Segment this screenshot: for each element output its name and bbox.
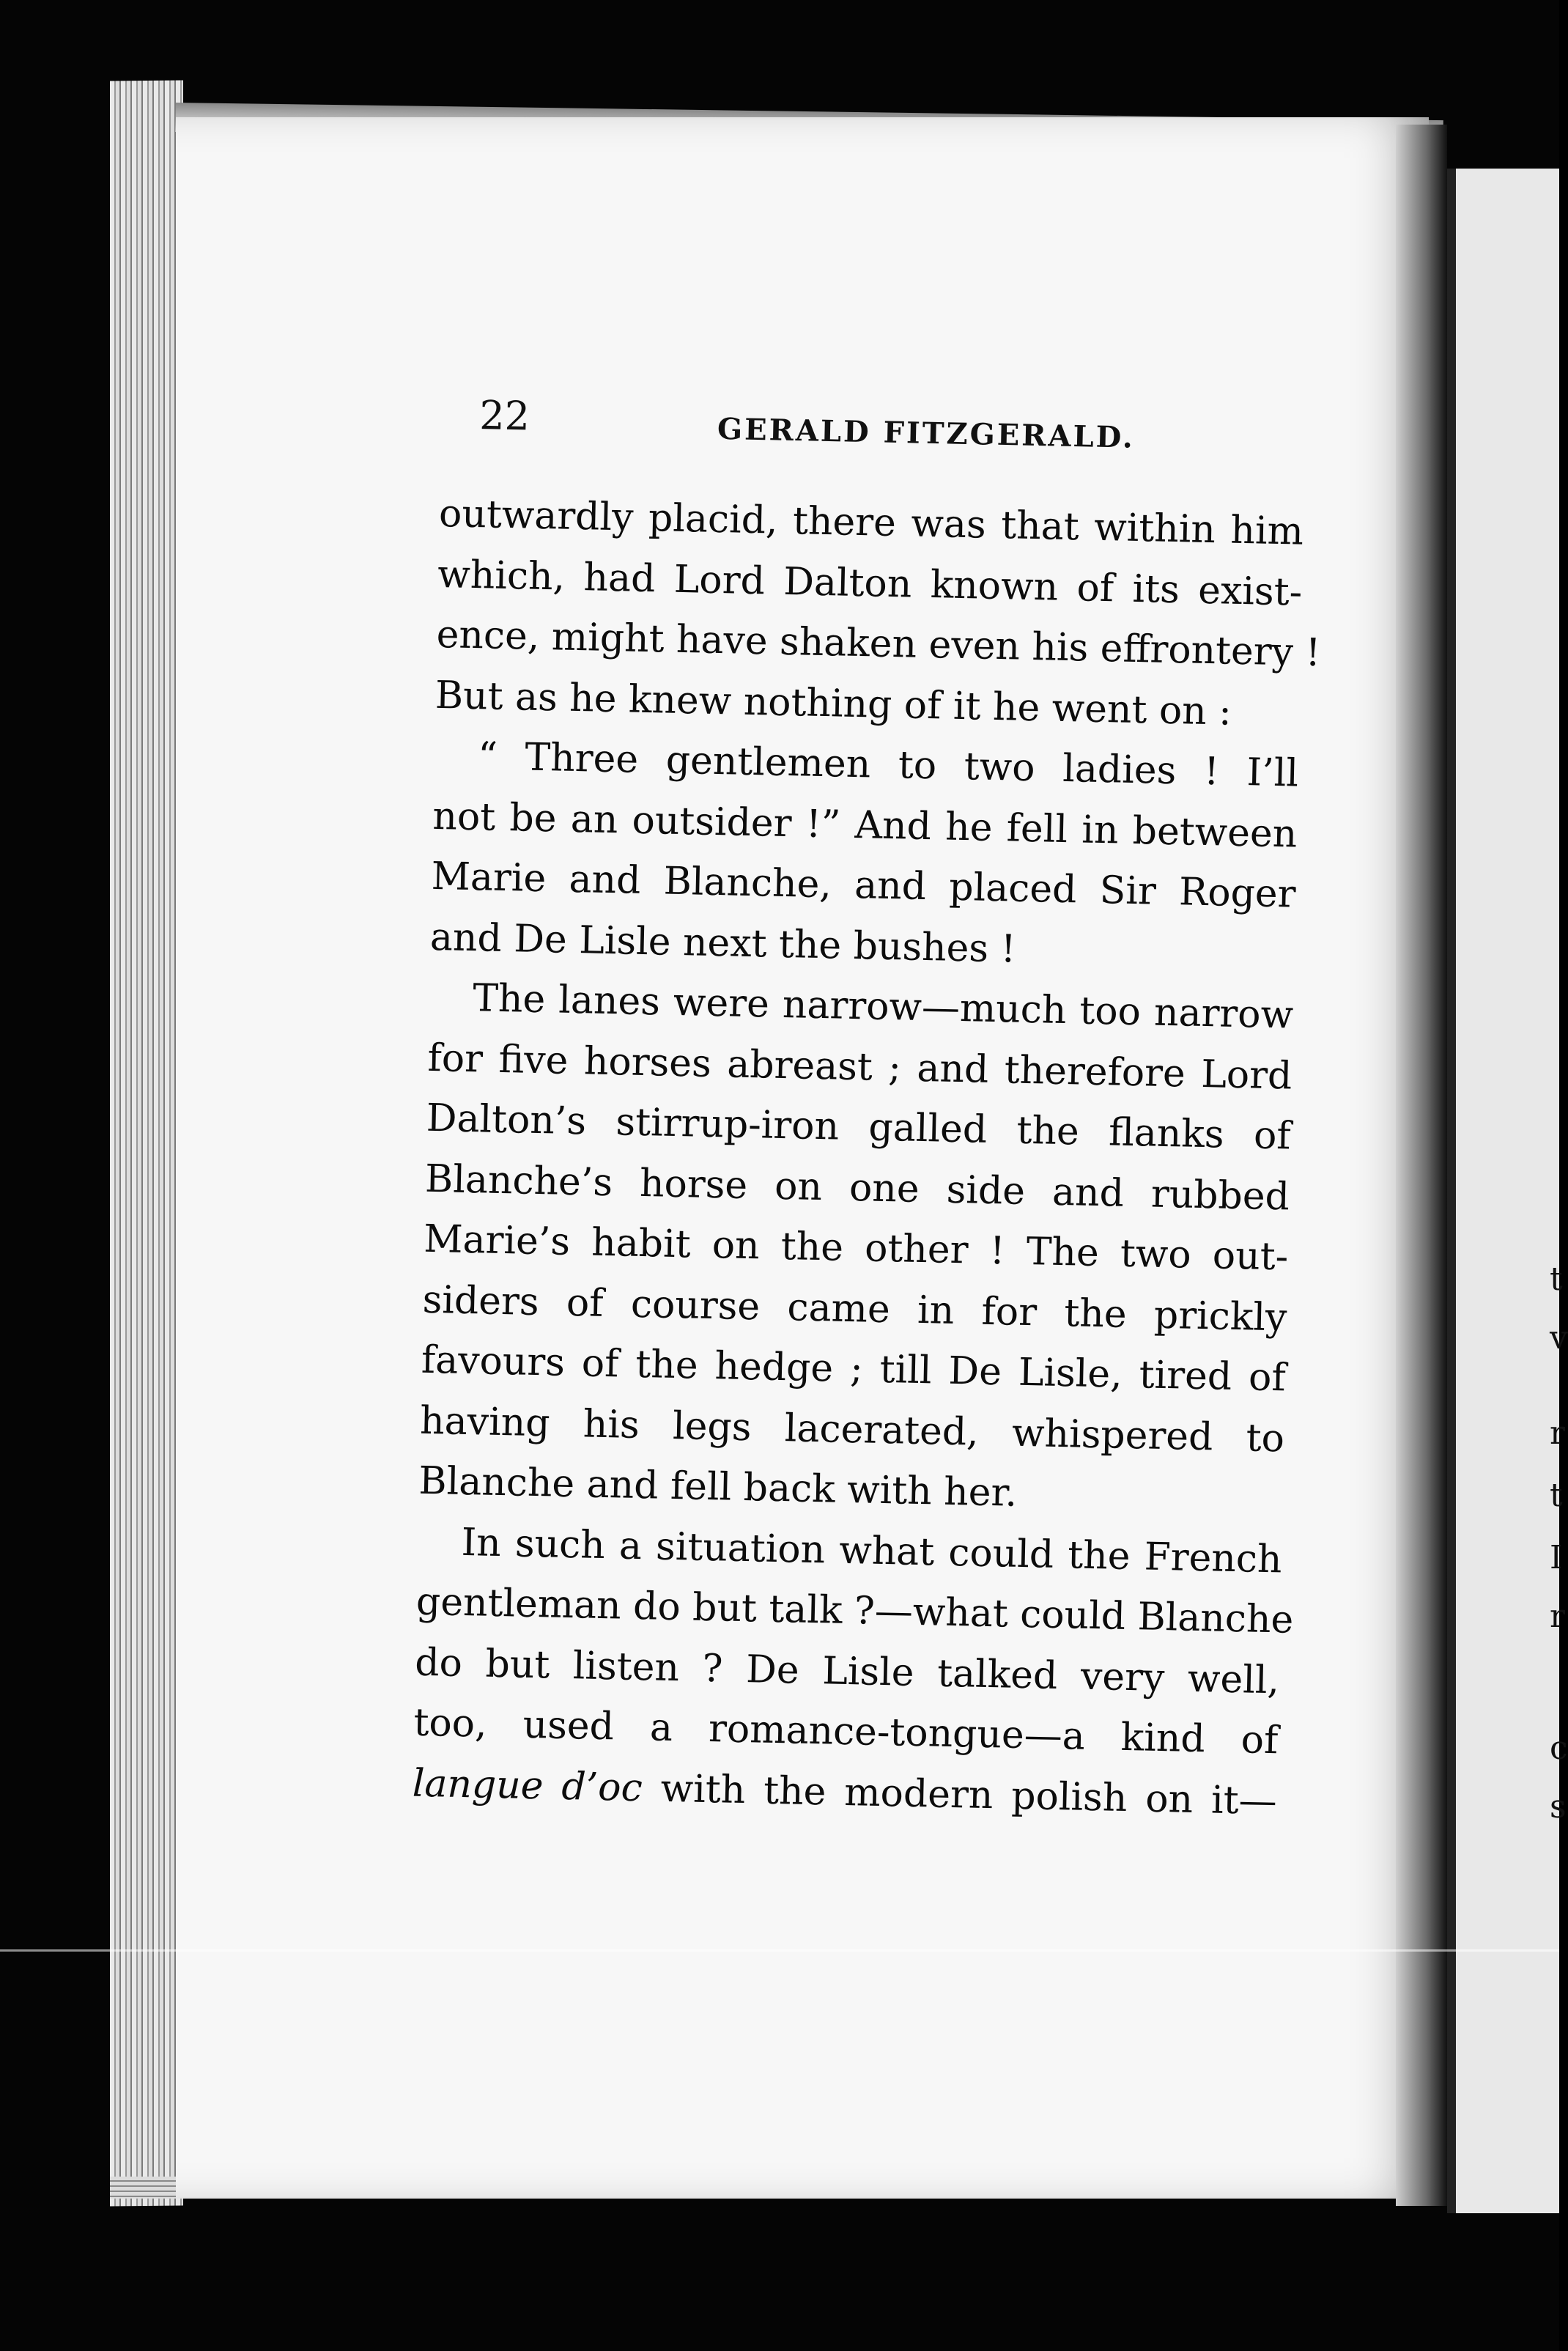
page-stack-edges	[110, 80, 183, 2206]
text-line: Blanche’s horse on one side and rubbed	[424, 1156, 1290, 1219]
text-line: gentleman do but talk ?—what could Blanche	[415, 1579, 1294, 1642]
text-line: The lanes were narrow—much too narrow	[472, 976, 1294, 1038]
facing-page-edge	[1447, 169, 1559, 2213]
running-title: GERALD FITZGERALD.	[717, 411, 1136, 455]
text-line: Dalton’s stirrup-iron galled the flanks of	[426, 1096, 1292, 1159]
text-line: Marie’s habit on the other ! The two out-	[423, 1217, 1289, 1280]
facing-page-letter: t	[1550, 1477, 1563, 1514]
text-line: having his legs lacerated, whispered to	[419, 1398, 1285, 1461]
text-line: not be an outsider !” And he fell in between	[432, 794, 1298, 857]
text-line: But as he knew nothing of it he went on :	[434, 673, 1232, 734]
text-line: In such a situation what could the French	[461, 1520, 1283, 1582]
text-line: siders of course came in for the prickly	[422, 1277, 1288, 1340]
facing-page-letter: r	[1550, 1414, 1566, 1452]
text-line: “ Three gentlemen to two ladies ! I’ll	[477, 734, 1299, 796]
text-line: which, had Lord Dalton known of its exist-	[437, 552, 1303, 615]
facing-page-letter: v	[1550, 1319, 1568, 1357]
text-line: for five horses abreast ; and therefore Lord	[426, 1036, 1293, 1099]
body-text	[412, 484, 1322, 1831]
text-line: too, used a romance-tongue—a kind of	[413, 1700, 1279, 1763]
facing-page-letter: r	[1550, 1598, 1566, 1635]
text-line: outwardly placid, there was that within him	[438, 491, 1304, 554]
text-line: Blanche and fell back with her.	[418, 1458, 1018, 1516]
facing-page-letter: s	[1550, 1788, 1567, 1826]
text-line-rest: with the modern polish on it—	[660, 1766, 1278, 1823]
facing-page-letter: I	[1550, 1539, 1563, 1576]
facing-page-letter: c	[1550, 1730, 1568, 1767]
facing-page-letter: t	[1550, 1261, 1563, 1298]
page-number: 22	[478, 392, 530, 440]
text-line: and De Lisle next the bushes !	[429, 915, 1017, 972]
text-line: favours of the hedge ; till De Lisle, tired of	[421, 1337, 1287, 1400]
scan-artifact-line	[0, 1949, 1559, 1952]
text-line: do but listen ? De Lisle talked very well,	[414, 1640, 1280, 1702]
book-gutter	[1396, 125, 1447, 2206]
italic-phrase: langue d’oc	[412, 1761, 643, 1810]
text-line: ence, might have shaken even his effrontery !	[436, 612, 1322, 676]
text-line: Marie and Blanche, and placed Sir Roger	[431, 854, 1297, 917]
